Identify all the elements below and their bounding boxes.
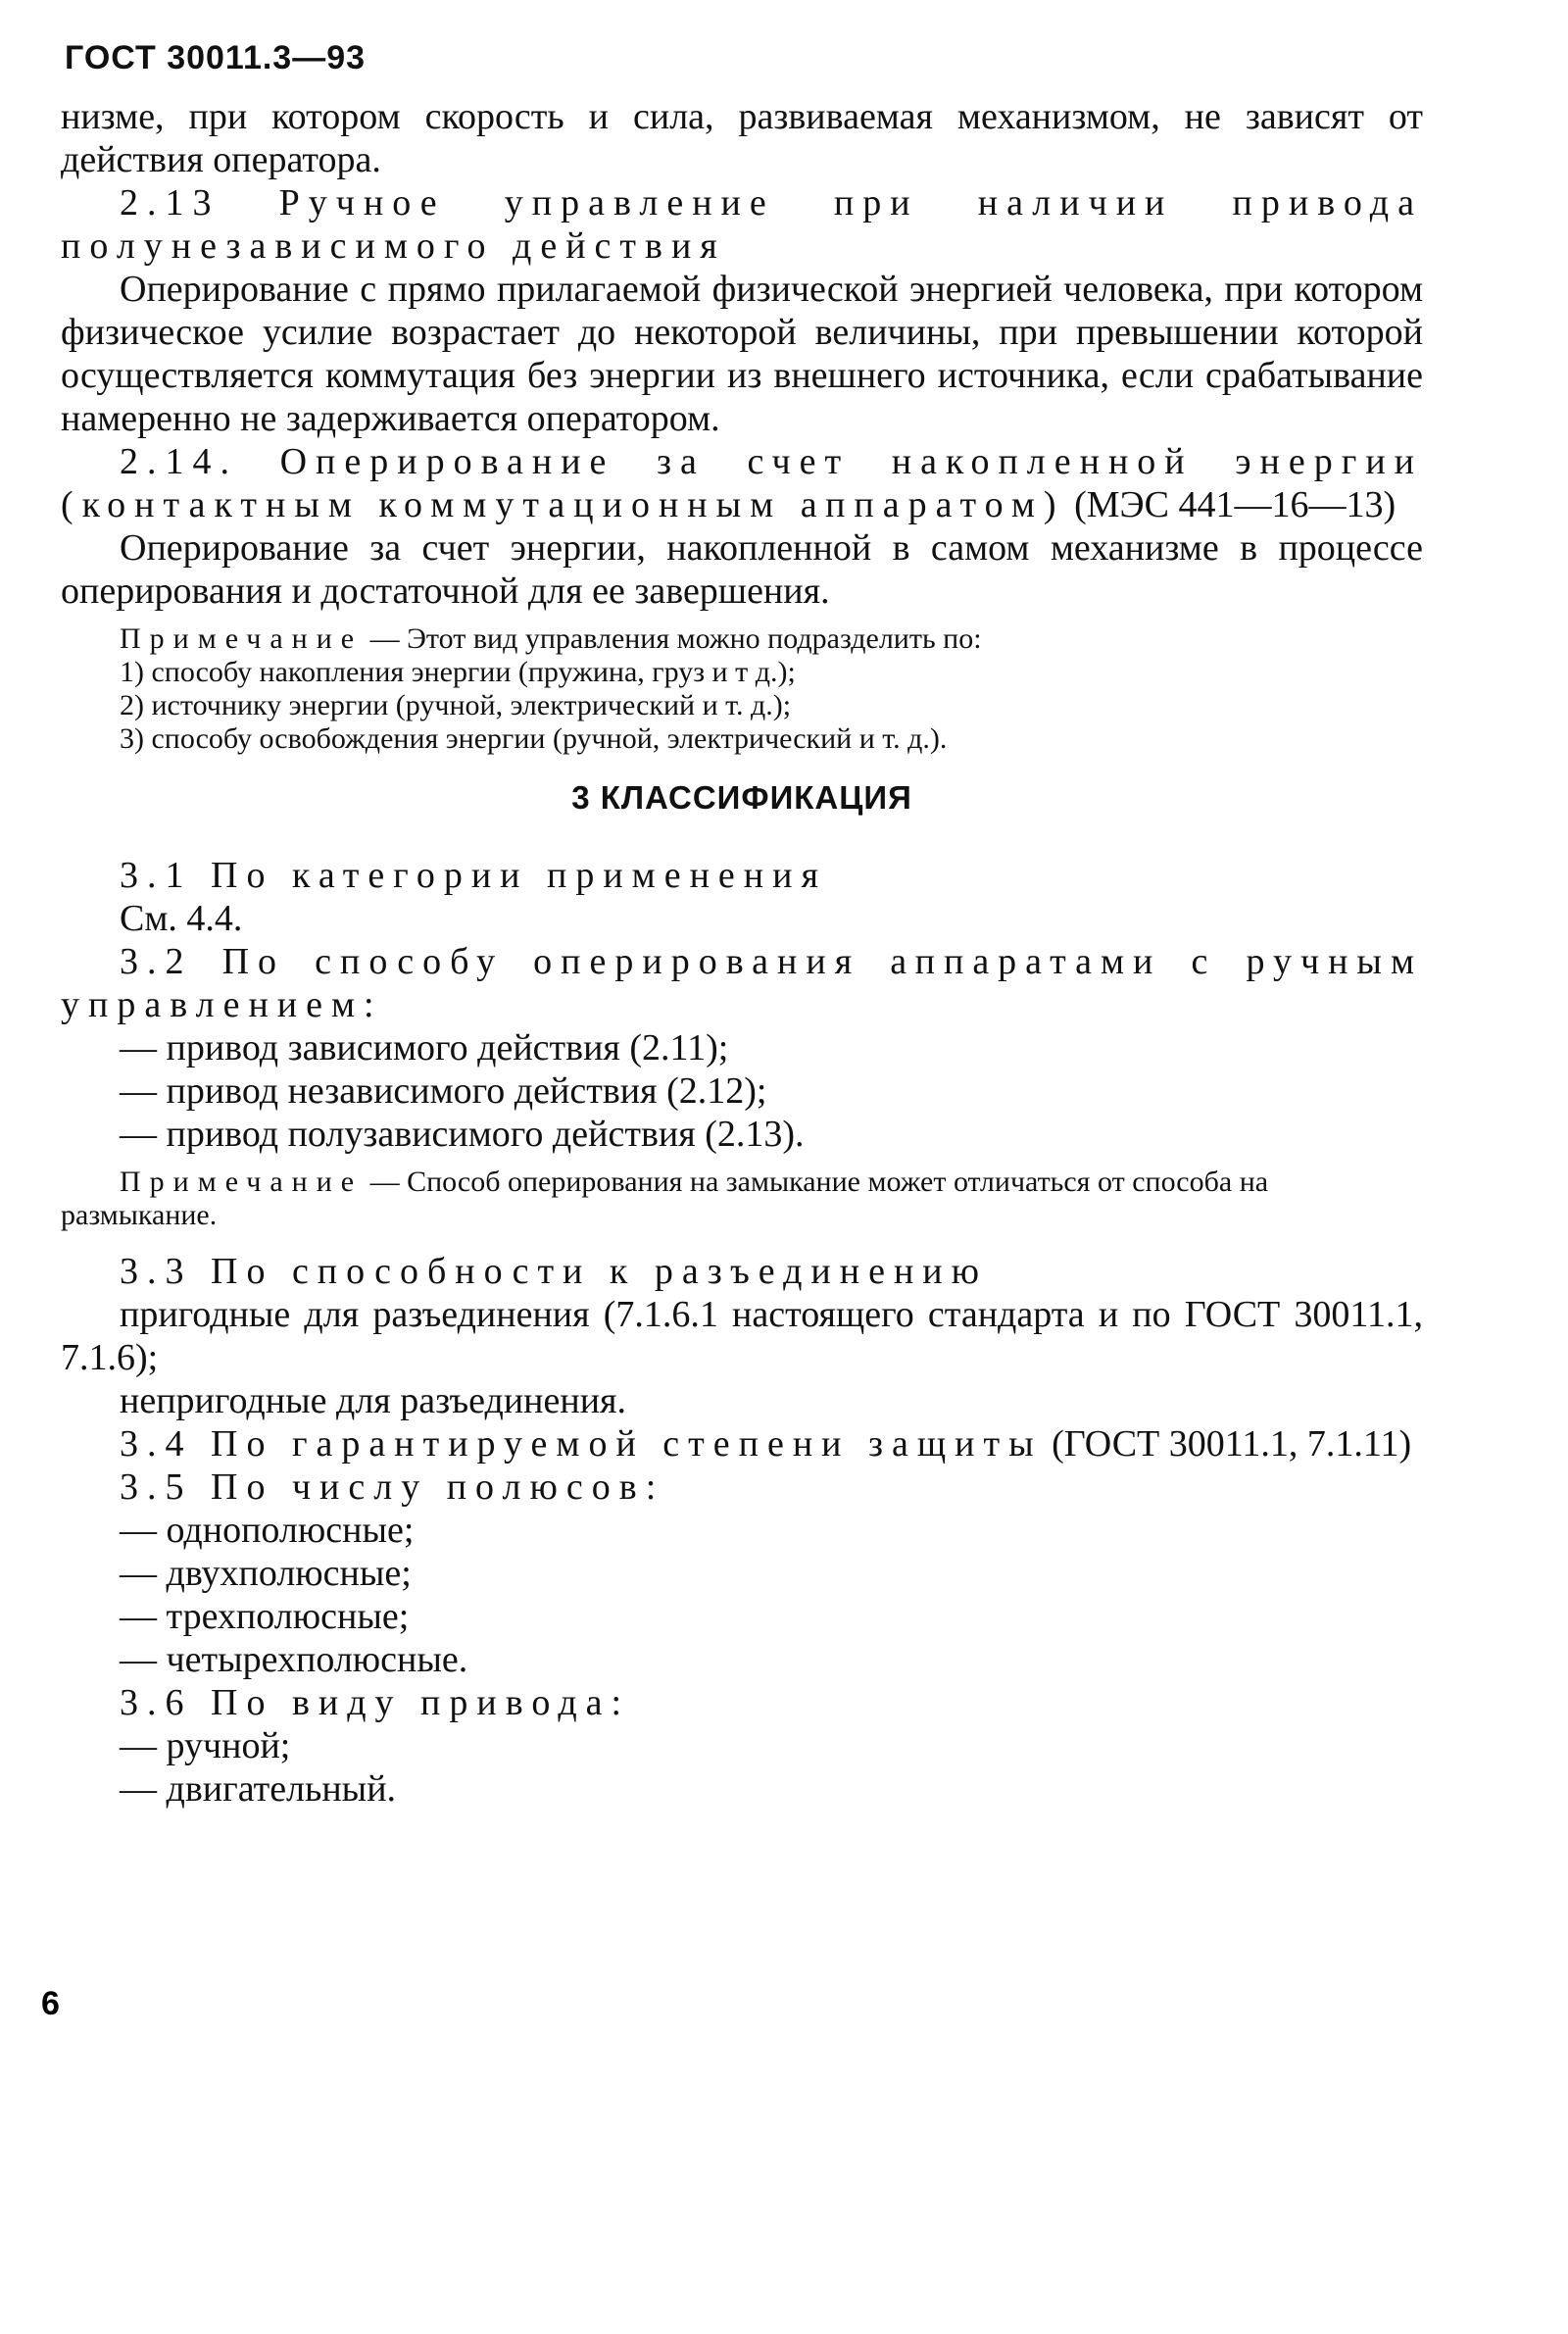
section-2-13-body: Оперирование с прямо прилагаемой физической энергией человека, при котором физическое усилие возрастает до некоторой величины, при превышении которой осуществляется коммутация без энергии из внешнего источника, если срабатывание намеренно не задерживается оператором. [61, 269, 1423, 439]
list-item: — двухполюсные; [120, 1553, 412, 1594]
section-2-13-title: 2.13 Ручное управление при наличии привода полунезависимого действия [61, 182, 1423, 267]
section-2-14-body: Оперирование за счет энергии, накопленной в самом механизме в процессе оперирования и достаточной для ее завершения. [61, 527, 1423, 612]
document-header: ГОСТ 30011.3—93 [65, 39, 367, 76]
note-2-label: Примечание [120, 1166, 364, 1198]
section-3-2-title: 3.2 По способу оперирования аппаратами с ручным управлением: [61, 941, 1423, 1025]
list-item: — ручной; [120, 1725, 291, 1766]
note-1-label: Примечание [120, 622, 364, 655]
list-item: — привод полузависимого действия (2.13). [120, 1114, 805, 1155]
section-3-6-title: 3.6 По виду привода: [120, 1682, 631, 1723]
section-2-14-ref: (МЭС 441—16—13) [1074, 484, 1396, 525]
list-item: — трехполюсные; [120, 1596, 410, 1637]
document-page [61, 39, 1423, 2294]
note-1-item: 3) способу освобождения энергии (ручной, электрический и т. д.). [120, 722, 948, 755]
page-number: 6 [41, 1985, 60, 2022]
section-3-3-title: 3.3 По способности к разъединению [120, 1251, 989, 1292]
note-1-text: — Этот вид управления можно подразделить по: [363, 622, 982, 655]
section-3-4-ref: (ГОСТ 30011.1, 7.1.11) [1052, 1423, 1412, 1465]
section-2-14-title-text: 2.14. Оперирование за счет накопленной энергии (контактным коммутационным аппаратом) [61, 441, 1423, 525]
section-3-1-title: 3.1 По категории применения [120, 855, 827, 896]
section-3-4-title [61, 1422, 1423, 1465]
section-3-1-body: См. 4.4. [120, 898, 243, 939]
note-1 [61, 622, 1423, 756]
section-3-heading: 3 КЛАССИФИКАЦИЯ [571, 779, 912, 816]
list-item: — однополюсные; [120, 1510, 415, 1551]
list-item: — привод независимого действия (2.12); [120, 1070, 767, 1112]
note-2-body: — Способ оперирования на замыкание может отличаться от способа на размыкание. [61, 1166, 1269, 1231]
paragraph-continuation: низме, при котором скорость и сила, развиваемая механизмом, не зависят от действия оператора. [61, 96, 1423, 180]
section-3-5-title: 3.5 По числу полюсов: [120, 1466, 665, 1508]
section-3-4-title-text: 3.4 По гарантируемой степени защиты [120, 1423, 1043, 1465]
note-2 [61, 1166, 1423, 1232]
section-2-14-title [61, 440, 1423, 526]
list-item: — двигательный. [120, 1768, 397, 1810]
note-1-item: 1) способу накопления энергии (пружина, груз и т д.); [120, 656, 796, 688]
note-1-item: 2) источнику энергии (ручной, электрический и т. д.); [120, 689, 792, 721]
section-3-3-body-2: непригодные для разъединения. [120, 1380, 627, 1421]
note-2-text [61, 1166, 1423, 1232]
section-3-3-body-1: пригодные для разъединения (7.1.6.1 настоящего стандарта и по ГОСТ 30011.1, 7.1.6); [61, 1294, 1423, 1378]
list-item: — привод зависимого действия (2.11); [120, 1027, 729, 1068]
note-1-intro [61, 622, 1423, 656]
list-item: — четырехполюсные. [120, 1639, 468, 1680]
